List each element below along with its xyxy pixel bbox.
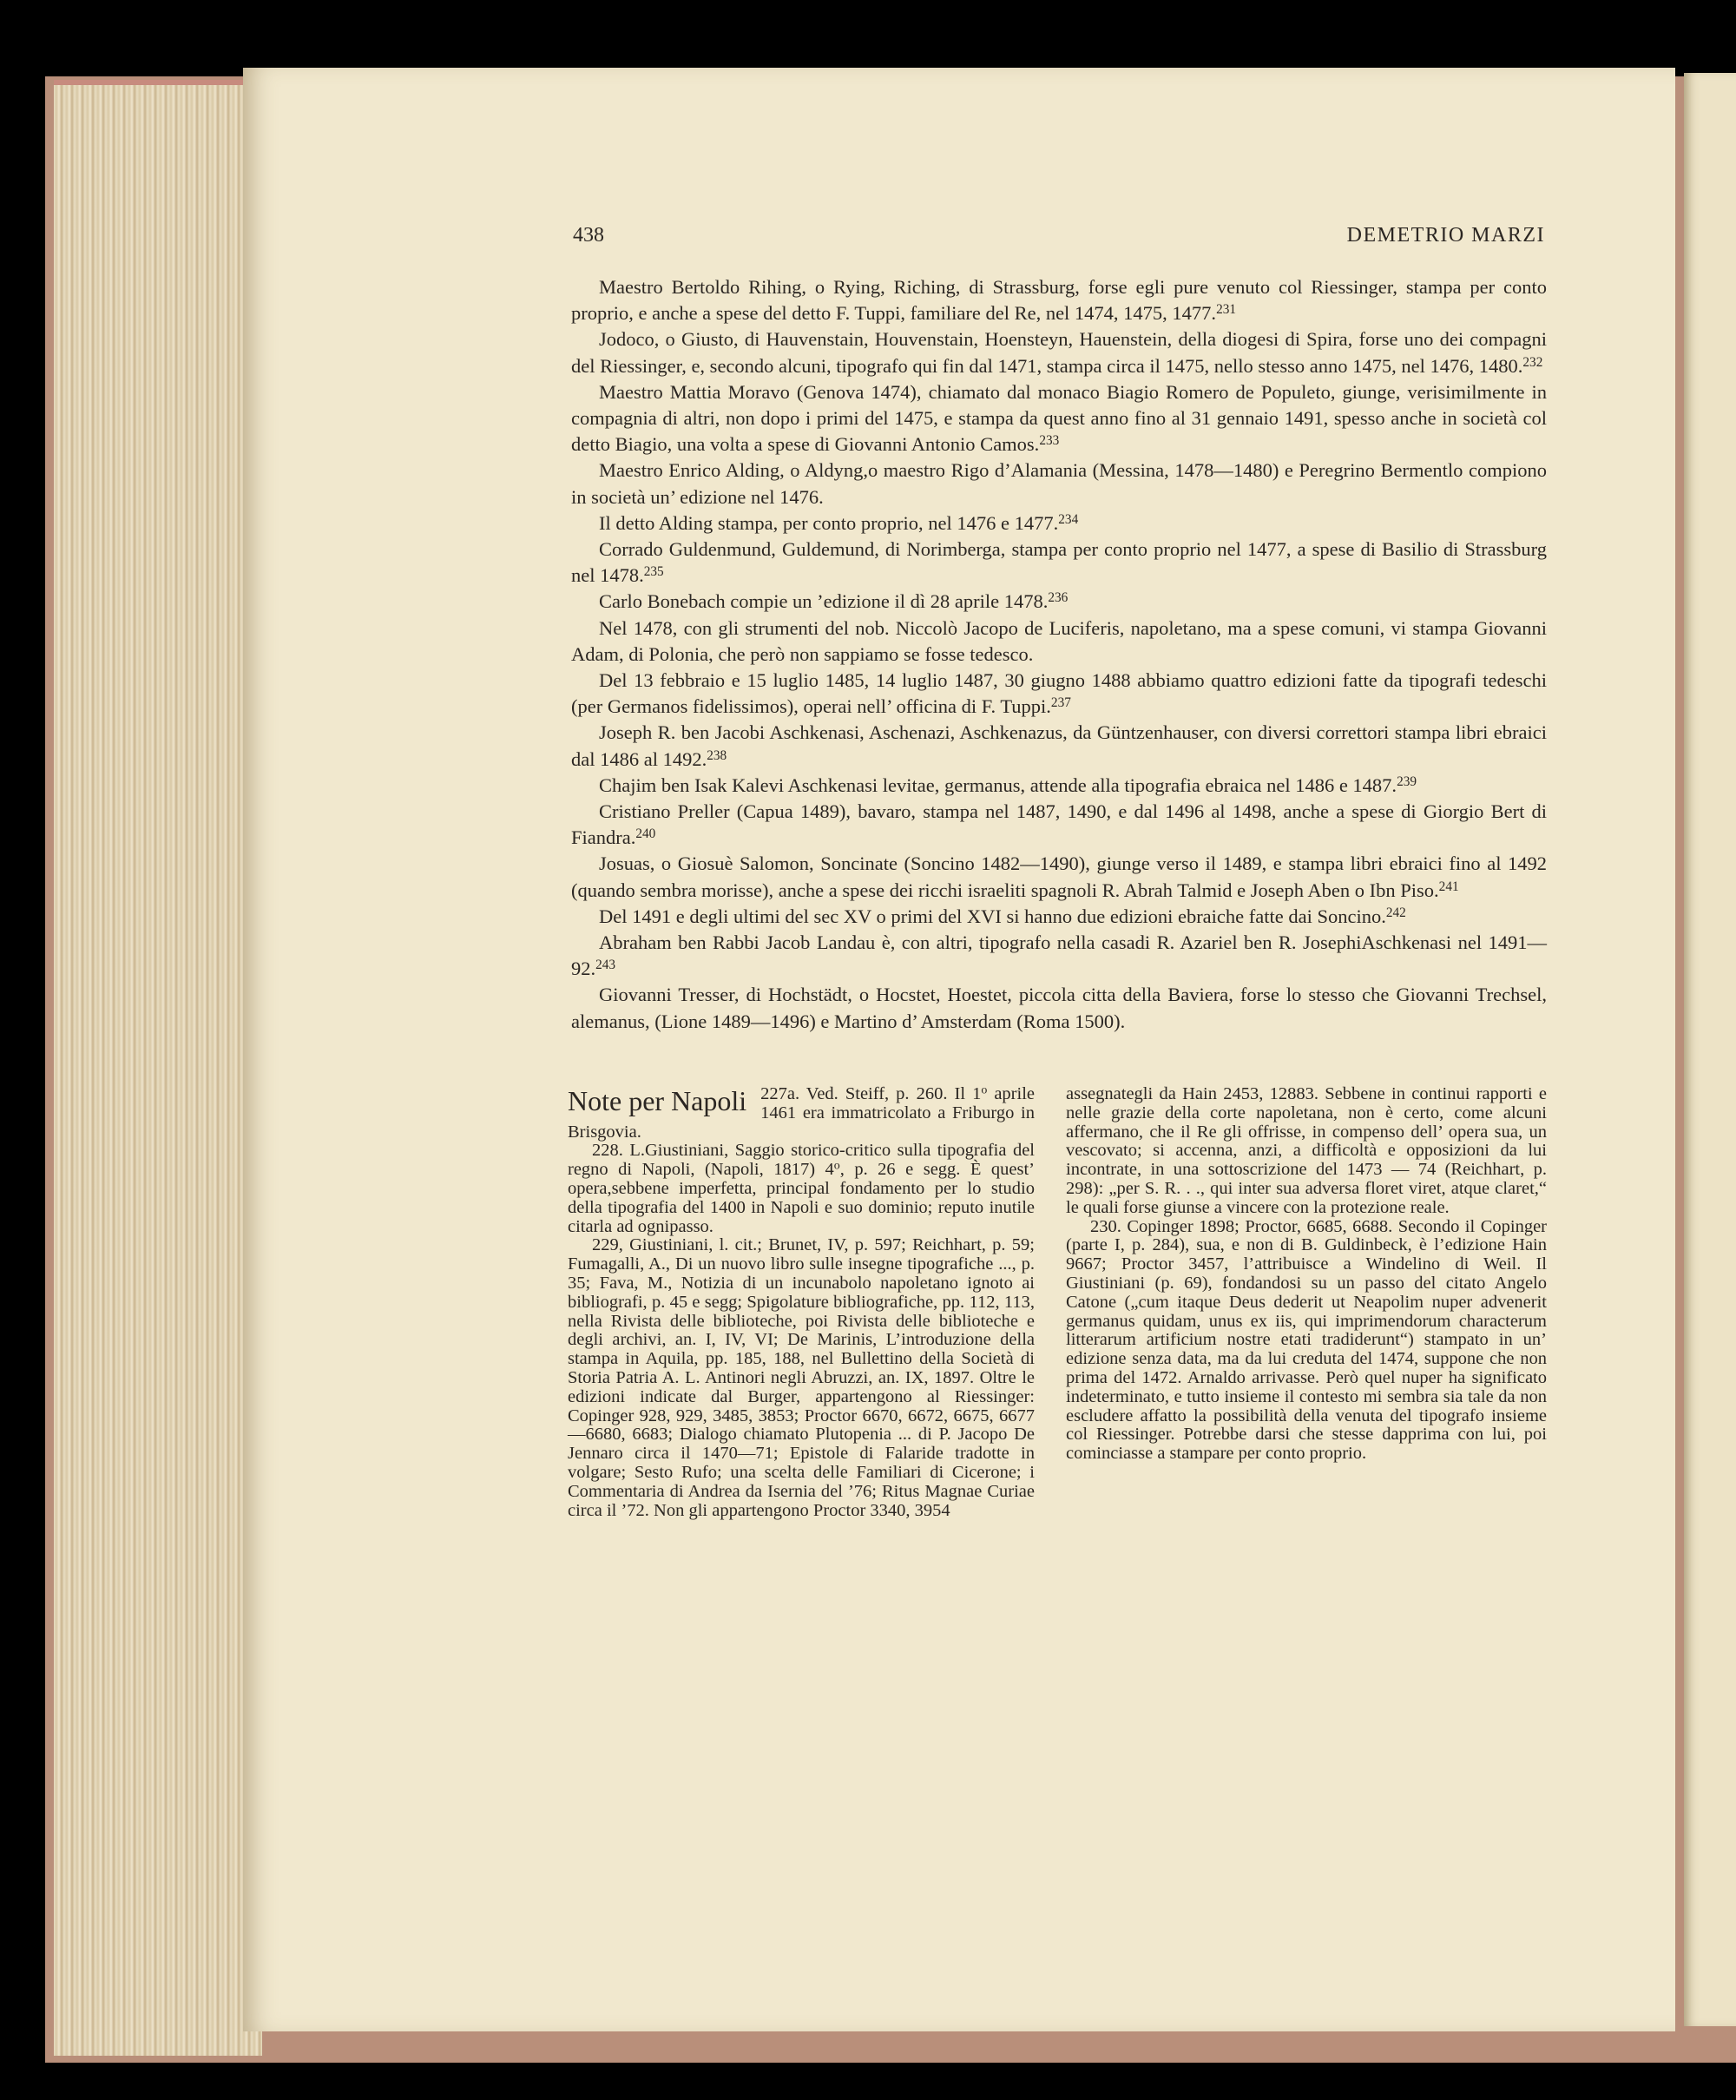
body-paragraph: Chajim ben Isak Kalevi Aschkenasi levitae, germanus, attende alla tipografia ebraica nel 1486 e 1487.$^{239}$ [599, 774, 1417, 796]
body-paragraph: Nel 1478, con gli strumenti del nob. Niccolò Jacopo de Luciferis, napoletano, ma a spese comuni, vi stampa Giovanni Adam, di Polonia, che però non sappiamo se fosse tedesco. [571, 616, 1547, 665]
body-paragraph: Maestro Mattia Moravo (Genova 1474), chiamato dal monaco Biagio Romero de Populeto, giunge, verisimilmente in compagnia di altri, non dopo i primi del 1475, e stampa da quest anno fino al 31 gennaio 1491, spesso anche in società col detto Biagio, una volta a spese di Giovanni Antonio Camos.$^{233}$ [571, 380, 1547, 456]
body-paragraph: Abraham ben Rabbi Jacob Landau è, con altri, tipografo nella casadi R. Azariel ben R. JosephiAschkenasi nel 1491—92.$^{243}$ [571, 932, 1547, 980]
body-paragraph: Del 1491 e degli ultimi del sec XV o primi del XVI si hanno due edizioni ebraiche fatte dai Soncino.$^{242}$ [599, 905, 1406, 927]
note-paragraph: assegnategli da Hain 2453, 12883. Sebbene in continui rapporti e nelle grazie della corte napoletana, non è certo, come alcuni affermano, che il Re gli offrisse, in compenso dell’ opera sua, un vescovato; si accenna, anzi, a difficoltà e opposizioni da lui incontrate, in una sottoscrizione del 1473 — 74 (Reichhart, p. 298): „per S. R. . ., qui inter sua adversa floret viret, atque claret,“ le quali forse giunse a vincere con la protezione reale. [1066, 1084, 1547, 1217]
body-paragraph: Maestro Enrico Alding, o Aldyng,o maestro Rigo d’Alamania (Messina, 1478—1480) e Peregrino Bermentlo compiono in società un’ edizione nel 1476. [571, 459, 1547, 508]
body-paragraph: Josuas, o Giosuè Salomon, Soncinate (Soncino 1482—1490), giunge verso il 1489, e stampa libri ebraici fino al 1492 (quando sembra morisse), anche a spese dei ricchi israeliti spagnoli R. Abrah Talmid e Joseph Aben o Ibn Piso.$^{241}$ [571, 853, 1547, 901]
main-text [571, 274, 1547, 1035]
running-head [573, 224, 1545, 259]
note-paragraph: 229, Giustiniani, l. cit.; Brunet, IV, p. 597; Reichhart, p. 59; Fumagalli, A., Di un nuovo libro sulle insegne tipografiche ..., p. 35; Fava, M., Notizia di un incunabolo napoletano ignoto ai bibliografi, p. 45 e segg; Spigolature bibliografiche, pp. 112, 113, nella Rivista delle biblioteche, poi Rivista delle biblioteche e degli archivi, an. I, IV, VI; De Marinis, L’introduzione della stampa in Aquila, pp. 185, 188, nel Bullettino della Società di Storia Patria A. L. Antinori negli Abruzzi, an. IX, 1897. Oltre le edizioni indicate dal Burger, appartengono al Riessinger: Copinger 928, 929, 3485, 3853; Proctor 6670, 6672, 6675, 6677—6680, 6683; Dialogo chiamato Plutopenia ... di P. Jacopo De Jennaro circa il 1470—71; Epistole di Falaride tradotte in volgare; Sesto Rufo; una scelta delle Familiari di Cicerone; i Commentaria di Andrea da Isernia del ’76; Ritus Magnae Curiae circa il ’72. Non gli appartengono Proctor 3340, 3954 [568, 1235, 1035, 1520]
notes-title: Note per Napoli [568, 1085, 747, 1116]
body-paragraph: Giovanni Tresser, di Hochstädt, o Hocstet, Hoestet, piccola citta della Baviera, forse lo stesso che Giovanni Trechsel, alemanus, (Lione 1489—1496) e Martino d’ Amsterdam (Roma 1500). [571, 984, 1547, 1032]
body-paragraph: Joseph R. ben Jacobi Aschkenasi, Aschenazi, Aschkenazus, da Güntzenhauser, con diversi correttori stampa libri ebraici dal 1486 al 1492.$^{238}$ [571, 721, 1547, 770]
note-paragraph: 230. Copinger 1898; Proctor, 6685, 6688. Secondo il Copinger (parte I, p. 284), sua, e non di B. Guldinbeck, è l’edizione Hain 9667; Proctor 3457, l’attribuisce a Windelino di Weil. Il Giustiniani (p. 69), fondandosi su un passo del citato Angelo Catone („cum itaque Deus dederit ut Neapolim nuper advenerit germanus quidam, unus ex iis, qui imprimendorum characterum litterarum artificium nostre etati tradiderunt“) stampato in un’ edizione senza data, ma da lui creduta del 1474, suppone che non prima del 1472. Arnaldo arrivasse. Però quel nuper ha significato indeterminato, e tutto insieme il contesto mi sembra sia tale da non escludere affatto la possibilità della venuta del tipografo insieme col Riessinger. Potrebbe darsi che stesse dapprima con lui, poi cominciasse a stampare per conto proprio. [1066, 1216, 1547, 1464]
facing-page-edge [1684, 73, 1736, 2026]
body-paragraph: Del 13 febbraio e 15 luglio 1485, 14 luglio 1487, 30 giugno 1488 abbiamo quattro edizioni fatte da tipografi tedeschi (per Germanos fidelissimos), operai nell’ officina di F. Tuppi.$^{237}$ [571, 669, 1547, 718]
body-paragraph: Il detto Alding stampa, per conto proprio, nel 1476 e 1477.$^{234}$ [599, 511, 1079, 534]
notes-column-right [1066, 1085, 1547, 1464]
running-head-title: DEMETRIO MARZI [1346, 224, 1545, 247]
body-paragraph: Jodoco, o Giusto, di Hauvenstain, Houvenstain, Hoensteyn, Hauenstein, della diogesi di Spira, forse uno dei compagni del Riessinger, e, secondo alcuni, tipografo qui fin dal 1471, stampa circa il 1475, nello stesso anno 1475, nel 1476, 1480.$^{232}$ [571, 328, 1547, 377]
note-paragraph: 227a. Ved. Steiff, p. 260. Il 1$^o$ aprile 1461 era immatricolato a Friburgo in Brisgovia. [568, 1083, 1036, 1142]
body-paragraph: Cristiano Preller (Capua 1489), bavaro, stampa nel 1487, 1490, e dal 1496 al 1498, anche a spese di Giorgio Bert di Fiandra.$^{240}$ [571, 800, 1547, 849]
note-paragraph: 228. L.Giustiniani, Saggio storico-critico sulla tipografia del regno di Napoli, (Napoli, 1817) 4$^o$, p. 26 e segg. È quest’ opera,sebbene imperfetta, principal fondamento per lo studio della tipografia del 1400 in Napoli e suo dominio; reputo inutile citarla ad ognipasso. [568, 1141, 1035, 1236]
page-edges [54, 80, 262, 2056]
notes-column-left [568, 1085, 1035, 1520]
page-number: 438 [573, 224, 604, 247]
body-paragraph: Carlo Bonebach compie un ’edizione il dì 28 aprile 1478.$^{236}$ [599, 590, 1069, 613]
body-paragraph: Corrado Guldenmund, Guldemund, di Norimberga, stampa per conto proprio nel 1477, a spese di Basilio di Strassburg nel 1478.$^{235}$ [571, 538, 1547, 587]
body-paragraph: Maestro Bertoldo Rihing, o Rying, Riching, di Strassburg, forse egli pure venuto col Riessinger, stampa per conto proprio, e anche a spese del detto F. Tuppi, familiare del Re, nel 1474, 1475, 1477.$^{231}$ [571, 276, 1547, 325]
